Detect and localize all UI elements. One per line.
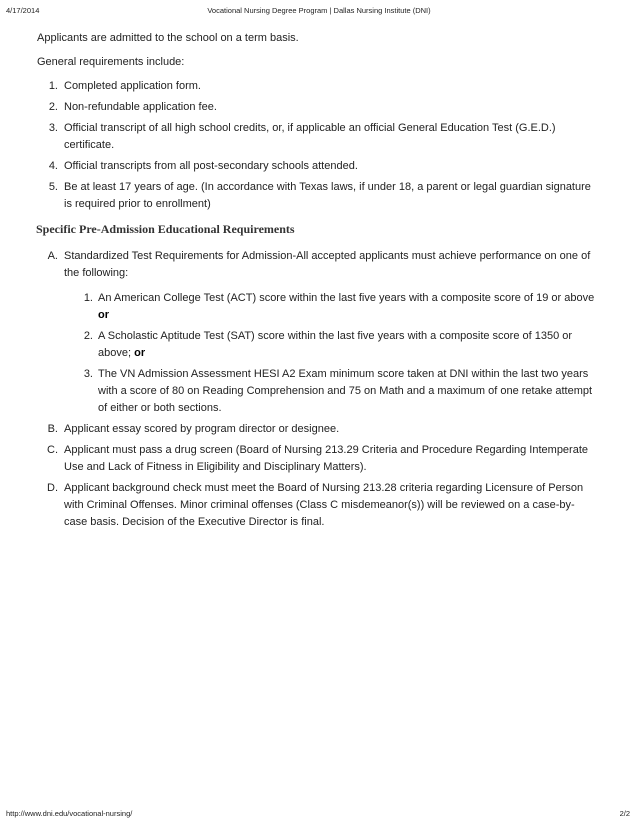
list-letter: D. — [47, 482, 58, 494]
list-item — [37, 120, 597, 154]
list-number: 3. — [83, 368, 93, 380]
list-item — [37, 179, 597, 213]
list-item-text: Applicant must pass a drug screen (Board of Nursing 213.29 Criteria and Procedure Regarding Intemperate Use and Lack of Fitness in Eligibility and Disciplinary Matters). — [64, 444, 589, 473]
list-letter: B. — [47, 423, 58, 435]
list-item-text: The VN Admission Assessment HESI A2 Exam minimum score taken at DNI within the last two years with a score of 80 on Reading Comprehension and 75 on Math and a maximum of one retake attempt of either or both sections. — [98, 368, 593, 414]
list-number: 1. — [83, 292, 93, 304]
list-item-text: Applicant background check must meet the Board of Nursing 213.28 criteria regarding Licensure of Person with Criminal Offenses. Minor criminal offenses (Class C misdemeanor(s)) will be reviewed on a case-by-case basis. Decision of the Executive Director is final. — [64, 482, 584, 528]
list-item-d — [37, 480, 597, 531]
print-title: Vocational Nursing Degree Program | Dallas Nursing Institute (DNI) — [207, 6, 431, 15]
list-item — [37, 158, 597, 175]
list-number: 2. — [83, 330, 93, 342]
general-requirements-list — [37, 78, 597, 213]
list-item-text: Completed application form. — [64, 80, 201, 92]
list-item — [64, 328, 597, 362]
test-options-list — [64, 290, 597, 417]
list-letter: A. — [47, 250, 58, 262]
admission-text: Applicants are admitted to the school on a term basis. — [37, 32, 299, 44]
list-item — [64, 290, 597, 324]
list-number: 3. — [48, 122, 58, 134]
list-item-text: Official transcript of all high school credits, or, if applicable an official General Education Test (G.E.D.) certificate. — [64, 122, 556, 151]
list-item — [64, 366, 597, 417]
print-date: 4/17/2014 — [6, 6, 40, 15]
list-number: 1. — [48, 80, 58, 92]
list-item-text: Be at least 17 years of age. (In accordance with Texas laws, if under 18, a parent or legal guardian signature is required prior to enrollment) — [64, 181, 591, 210]
list-item-text: Non-refundable application fee. — [64, 101, 217, 113]
list-item — [37, 78, 597, 95]
list-item-text: Standardized Test Requirements for Admission-All accepted applicants must achieve performance on one of the following: — [64, 250, 591, 279]
list-letter: C. — [47, 444, 58, 456]
page-number: 2/2 — [619, 809, 630, 818]
list-number: 5. — [48, 181, 58, 193]
general-requirements-label: General requirements include: — [37, 56, 185, 68]
list-item-a — [37, 248, 597, 417]
section-heading: Specific Pre-Admission Educational Requirements — [36, 222, 295, 236]
list-item-text: Official transcripts from all post-secondary schools attended. — [64, 160, 358, 172]
print-footer — [0, 809, 638, 819]
list-item-text: A Scholastic Aptitude Test (SAT) score within the last five years with a composite score of 1350 or above; — [98, 330, 573, 359]
document-body — [37, 30, 597, 535]
bold-or: or — [134, 347, 146, 359]
list-item-c — [37, 442, 597, 476]
bold-or: or — [98, 309, 109, 321]
list-number: 4. — [48, 160, 58, 172]
list-item-b — [37, 421, 597, 438]
list-number: 2. — [48, 101, 58, 113]
list-item-text: An American College Test (ACT) score within the last five years with a composite score of 19 or above — [98, 292, 595, 304]
page-url: http://www.dni.edu/vocational-nursing/ — [6, 809, 133, 818]
list-item — [37, 99, 597, 116]
list-item-text: Applicant essay scored by program director or designee. — [64, 423, 340, 435]
specific-requirements-list — [37, 248, 597, 531]
print-header — [0, 6, 638, 16]
